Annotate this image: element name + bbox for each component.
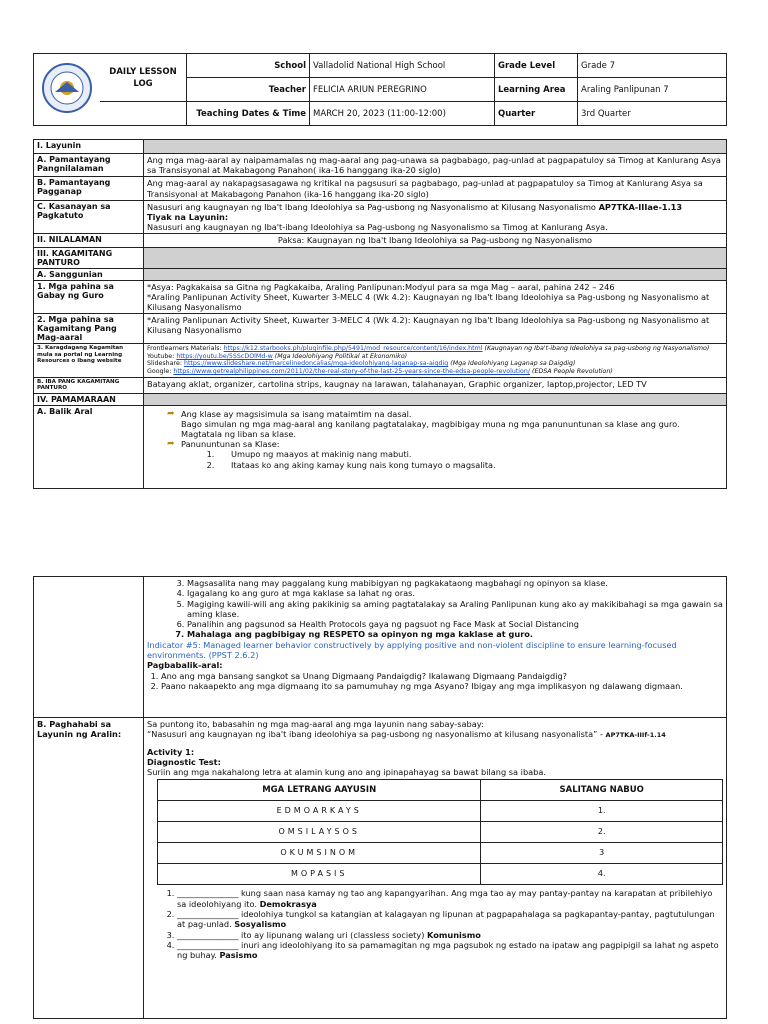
answer-item: 1. _______________ kung saan nasa kamay ng tao ang kapangyarihan. Ang mga tao ay may pantay-pantay na karapatan at pribilehiyo sa ideolohiyang ito. Demokrasya [177,888,723,909]
paghahabi-code: AP7TKA-IIIf-1.14 [605,731,666,740]
pamamaraan-label: IV. PAMAMARAAN [34,393,144,405]
kagamitan-label: III. KAGAMITANG PANTURO [34,247,144,268]
kasanayan-label: C. Kasanayan sa Pagkatuto [34,200,144,234]
rule-item: 7. Mahalaga ang pagbibigay ng RESPETO sa opinyon ng mga kaklase at guro. [187,629,723,639]
gabay-label: 1. Mga pahina sa Gabay ng Guro [34,280,144,314]
rule-item: 2. Itataas ko ang aking kamay kung nais kong tumayo o magsalita. [217,460,723,470]
table-row: OKUMSINOM 3 [158,843,723,864]
col-scrambled-header: MGA LETRANG AAYUSIN [158,780,481,801]
gabay-cell [144,280,727,314]
header-table [33,53,727,126]
rule-item: 3. Magsasalita nang may paggalang kung mabibigyan ng pagkakataong magbahagi ng opinyon sa klase. [187,578,723,588]
balik-label: A. Balik Aral [34,405,144,488]
gabay-2: *Araling Panlipunan Activity Sheet, Kuwarter 3-MELC 4 (Wk 4.2): Kaugnayan ng Iba't Ibang Ideolohiya sa Pag-usbong ng Nasyonalismo at Kilusang Nasyonalismo [147,291,710,313]
tiyak-label: Tiyak na Layunin: [147,212,229,223]
pamantayang-pagganap: Ang mag-aaral ay nakapagsasagawa ng kritikal na pagsusuri sa pagbabago, pag-unlad at pagpapatuloy sa Timog at Kanlurang Asya sa Transisyonal at Makabagong Panahon (ika-16 hanggang ika-20 siglo) [144,177,727,200]
lesson-table-page1 [33,139,727,489]
answer-item: 2. _______________ ideolohiya tungkol sa katangian at kalagayan ng lipunan at pagpapahalaga sa pagkapantay-pantay, pagtutulungan at pag-unlad. Sosyalismo [177,909,723,930]
dll-title-line2: LOG [133,78,153,89]
table-row: OMSILAYSOS 2. [158,822,723,843]
table-row: EDMOARKAYS 1. [158,801,723,822]
dates-label: Teaching Dates & Time [187,102,310,126]
deped-seal-cell [34,54,101,126]
answer-item: 3. _______________ ito ay lipunang walang uri (classless society) Komunismo [177,930,723,940]
kagamitang-label: 2. Mga pahina sa Kagamitang Pang Mag-aaral [34,314,144,344]
pamantayang-pagganap-label: B. Pamantayang Pagganap [34,177,144,200]
youtube-link[interactable]: https://youtu.be/5SScDOlMd-w [176,352,273,360]
nilalaman: Paksa: Kaugnayan ng Iba't Ibang Ideolohiya sa Pag-usbong ng Nasyonalismo [144,234,727,247]
iba-label: B. IBA PANG KAGAMITANG PANTURO [34,377,144,393]
dll-title-line1: DAILY LESSON [109,66,177,77]
google-link[interactable]: https://www.getrealphilippines.com/2011/02/the-real-story-of-the-last-25-years-since-the-edsa-people-revolution/ [173,368,531,376]
table-row: MOPASIS 4. [158,864,723,885]
rule-item: 1. Umupo ng maayos at makinig nang mabuti. [217,449,723,459]
school-value: Valladolid National High School [310,54,495,78]
deped-seal-icon [41,62,93,114]
instruction: Suriin ang mga nakahalong letra at alamin kung ano ang ipinapahayag sa bawat bilang sa ibaba. [147,767,546,778]
rule-item: 5. Magiging kawili-wili ang aking pakikinig sa aming pagtatalakay sa Araling Panlipunan kung ako ay makikibahagi sa mga gawain sa aming klase. [187,599,723,620]
list-item: ➦ Ang klase ay magsisimula sa isang mataimtim na dasal. Bago simulan ng mga mag-aaral ang kanilang pagtatalakay, magbibigay muna ng mga panununtunan sa klase ang guro. Magtatala ng liban sa klase. [167,408,680,440]
slideshare-link[interactable]: https://www.slideshare.net/marcelinedoncalias/mga-ideolohiyang-laganap-sa-aigdig [183,360,449,368]
dll-title [100,54,187,102]
layunin-label: I. Layunin [34,140,144,154]
iba: Batayang aklat, organizer, cartolina strips, kaugnay na larawan, talahanayan, Graphic organizer, laptop,projector, LED TV [144,377,727,393]
school-label: School [187,54,310,78]
diagnostic-table [157,779,723,885]
kagamitang: *Araling Panlipunan Activity Sheet, Kuwarter 3-MELC 4 (Wk 4.2): Kaugnayan ng Iba't Ibang Ideolohiya sa Pag-usbong ng Nasyonalismo at Kilusang Nasyonalismo [144,314,727,344]
lr-label: 3. Karagdagang Kagamitan mula sa portal ng Learning Resources o ibang website [34,344,144,377]
tiyak: Nasusuri ang kaugnayan ng Iba't-ibang Ideolohiya sa Pag-usbong ng Nasyonalismo sa Timog at Kanlurang Asya. [147,222,608,233]
nilalaman-label: II. NILALAMAN [34,234,144,247]
balik-continued [144,577,727,718]
quarter-label: Quarter [495,102,578,126]
pamantayang-pangnilalaman-label: A. Pamantayang Pangnilalaman [34,154,144,177]
grade-label: Grade Level [495,54,578,78]
review-question: 1. Ano ang mga bansang sangkot sa Unang Digmaang Pandaigdig? Ikalawang Digmaang Pandaigdig? [161,671,723,681]
grade-value: Grade 7 [578,54,727,78]
kasanayan-cell [144,200,727,234]
arrow-bullet-icon: ➦ [167,439,175,450]
area-value: Araling Panlipunan 7 [578,78,727,102]
list-item: ➦ Panununtunan sa Klase: 1. Umupo ng maayos at makinig nang mabuti. 2. Itataas ko ang aking kamay kung nais kong tumayo o magsalita. [167,439,723,470]
gabay-1: *Asya: Pagkakaisa sa Gitna ng Pagkakaiba, Araling Panlipunan:Modyul para sa mga Mag – aaral, pahina 242 – 246 [147,281,615,292]
rule-item: 4. Igagalang ko ang guro at mga kaklase sa lahat ng oras. [187,588,723,598]
answer-item: 4. _______________ inuri ang ideolohiyang ito sa pamamagitan ng mga pagsubok ng estado na ipataw ang pagpipigil sa lahat ng aspeto ng buhay. Pasismo [177,940,723,961]
teacher-label: Teacher [187,78,310,102]
teacher-value: FELICIA ARIUN PEREGRINO [310,78,495,102]
diagnostic-label: Diagnostic Test: [147,756,221,767]
paghahabi-1: Sa puntong ito, babasahin ng mga mag-aaral ang mga layunin nang sabay-sabay: [147,719,484,729]
lr-cell: Frontlearners Materials: https://k12.starbooks.ph/pluginfile.php/5491/mod_resource/content/16/index.html (Kaugnayan ng Iba't-ibang Ideolohiya sa pag-usbong ng Nasyonalismo) Youtube: https://youtu.be/5SScDOlMd-w (Mga Ideolohiyang Politikal at Ekonomiko) Slideshare: https://www.slideshare.net/marcelinedoncalias/mga-ideolohiyang-laganap-sa-aigdig (Mga Ideolohiyang Laganap sa Daigdig) Google: https://www.getrealphilippines.com/2011/02/the-real-story-of-the-last-25-years-since-the-edsa-people-revolution/ (EDSA People Revolution) [144,344,727,377]
dates-value: MARCH 20, 2023 (11:00-12:00) [310,102,495,126]
quarter-value: 3rd Quarter [578,102,727,126]
paghahabi-cell [144,718,727,1019]
area-label: Learning Area [495,78,578,102]
col-word-header: SALITANG NABUO [481,780,723,801]
kasanayan: Nasusuri ang kaugnayan ng Iba't Ibang Ideolohiya sa Pag-usbong ng Nasyonalismo at Kilusang Nasyonalismo [147,201,596,212]
pamantayang-pangnilalaman: Ang mga mag-aaral ay naipamamalas ng mag-aaral ang pag-unawa sa pagbabago, pag-unlad at pagpapatuloy sa Timog at Kanlurang Asya sa Transisyonal at Makabagong Panahon( ika-16 hanggang ika-20 siglo) [144,154,727,177]
lesson-table-page2 [33,576,727,1019]
sanggunian-label: A. Sanggunian [34,268,144,280]
pagbabalik-label: Pagbabalik-aral: [147,660,223,671]
frontlearners-link[interactable]: https://k12.starbooks.ph/pluginfile.php/5491/mod_resource/content/16/index.html [223,345,483,353]
rule-item: 6. Panalihin ang pagsunod sa Health Protocols gaya ng pagsuot ng Face Mask at Social Distancing [187,619,723,629]
review-question: 2. Paano nakaapekto ang mga digmaang ito sa pamumuhay ng mga Asyano? Ibigay ang mga implikasyon ng dalawang digmaan. [161,681,723,691]
indicator-text: Indicator #5: Managed learner behavior constructively by applying positive and non-violent discipline to ensure learning-focused environments. (PPST 2.6.2) [147,639,677,661]
balik-cell [144,405,727,488]
activity-label: Activity 1: [147,746,195,757]
paghahabi-2: “Nasusuri ang kaugnayan ng iba't ibang ideolohiya sa pag-usbong ng nasyonalismo at kilusang nasyonalista” - [147,729,606,740]
kasanayan-code: AP7TKA-IIIae-1.13 [598,201,683,212]
arrow-bullet-icon: ➦ [167,408,175,419]
paghahabi-label: B. Paghahabi sa Layunin ng Aralin: [34,718,144,1019]
